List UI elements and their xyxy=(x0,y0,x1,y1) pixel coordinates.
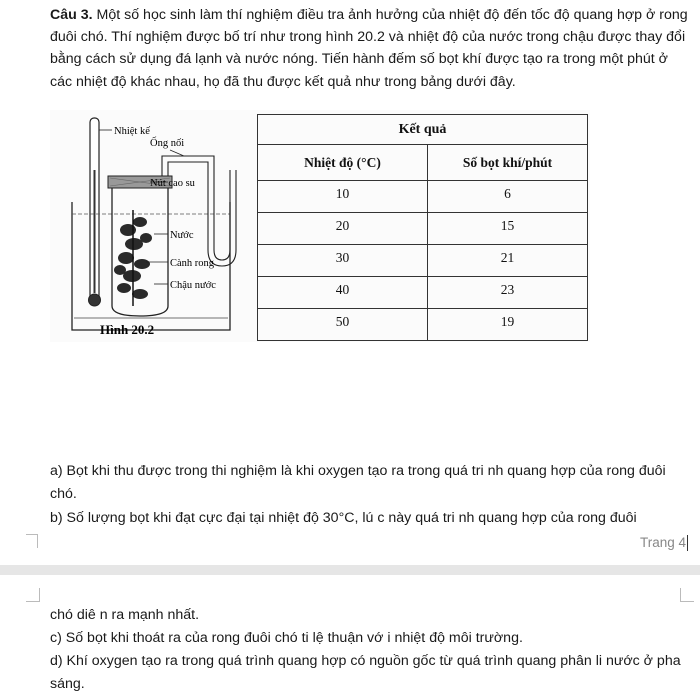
cell-temperature: 30 xyxy=(258,245,428,277)
label-thermometer: Nhiệt kế xyxy=(114,126,150,137)
cell-temperature: 40 xyxy=(258,277,428,309)
table-row xyxy=(258,245,588,277)
table-row xyxy=(258,309,588,341)
question-paragraph xyxy=(50,4,690,93)
page-number xyxy=(640,535,688,551)
cell-bubbles: 21 xyxy=(428,245,588,277)
cell-bubbles: 6 xyxy=(428,181,588,213)
page-number-text: Trang 4 xyxy=(639,535,686,550)
page-corner-mark xyxy=(680,588,694,602)
label-water-basin: Chậu nước xyxy=(170,280,216,291)
table-title: Kết quả xyxy=(258,115,588,145)
waterweed-icon xyxy=(114,210,152,306)
figure-caption: Hình 20.2 xyxy=(100,322,155,337)
cell-temperature: 10 xyxy=(258,181,428,213)
cell-temperature: 50 xyxy=(258,309,428,341)
cell-bubbles: 19 xyxy=(428,309,588,341)
option-b-line-2: chó diê n ra mạnh nhất. xyxy=(50,607,200,623)
cell-bubbles: 15 xyxy=(428,213,588,245)
label-rubber-stopper: Nút cao su xyxy=(150,178,195,189)
table-row xyxy=(258,277,588,309)
option-b-line-1: b) Số lượng bọt khi đạt cực đại tại nhiệt độ 30°C, lú c này quá tri nh quang hợp của rong đuôi xyxy=(50,510,637,526)
connector-tube-icon xyxy=(162,156,230,260)
cell-temperature: 20 xyxy=(258,213,428,245)
question-text: Một số học sinh làm thí nghiệm điều tra ảnh hưởng của nhiệt độ đến tốc độ quang hợp ở rong đuôi chó. Thí nghiệm được bố trí như trong hình 20.2 và nhiệt độ của nước trong chậu được thay đổi bằng cách sử dụng đá lạnh và nước nóng. Tiến hành đếm số bọt khí được tạo ra trong một phút ở các nhiệt độ khác nhau, họ đã thu được kết quả như trong bảng dưới đây. xyxy=(50,7,688,90)
label-connector-tube: Ống nối xyxy=(150,138,185,149)
label-waterweed: Cành rong xyxy=(170,258,215,269)
document-page-2 xyxy=(0,575,700,696)
question-number: Câu 3. xyxy=(50,7,93,23)
page-break xyxy=(0,565,700,575)
page-corner-mark xyxy=(26,588,40,602)
label-water: Nước xyxy=(170,230,194,241)
text-cursor xyxy=(687,535,688,551)
option-a: a) Bọt khi thu được trong thi nghiệm là khi oxygen tạo ra trong quá tri nh quang hợp của rong đuôi chó. xyxy=(50,463,666,502)
option-d: d) Khí oxygen tạo ra trong quá trình quang hợp có nguồn gốc từ quá trình quang phân li nước ở pha sáng. xyxy=(50,653,681,692)
page-corner-mark xyxy=(26,534,38,548)
experiment-figure xyxy=(50,110,590,342)
table-row xyxy=(258,181,588,213)
table-row xyxy=(258,213,588,245)
header-bubbles-per-minute: Số bọt khí/phút xyxy=(428,145,588,181)
results-table xyxy=(257,114,588,341)
experiment-diagram xyxy=(50,110,255,342)
cell-bubbles: 23 xyxy=(428,277,588,309)
header-temperature: Nhiệt độ (°C) xyxy=(258,145,428,181)
option-c: c) Số bọt khi thoát ra của rong đuôi chó ti lệ thuận vớ i nhiệt độ môi trường. xyxy=(50,630,523,646)
